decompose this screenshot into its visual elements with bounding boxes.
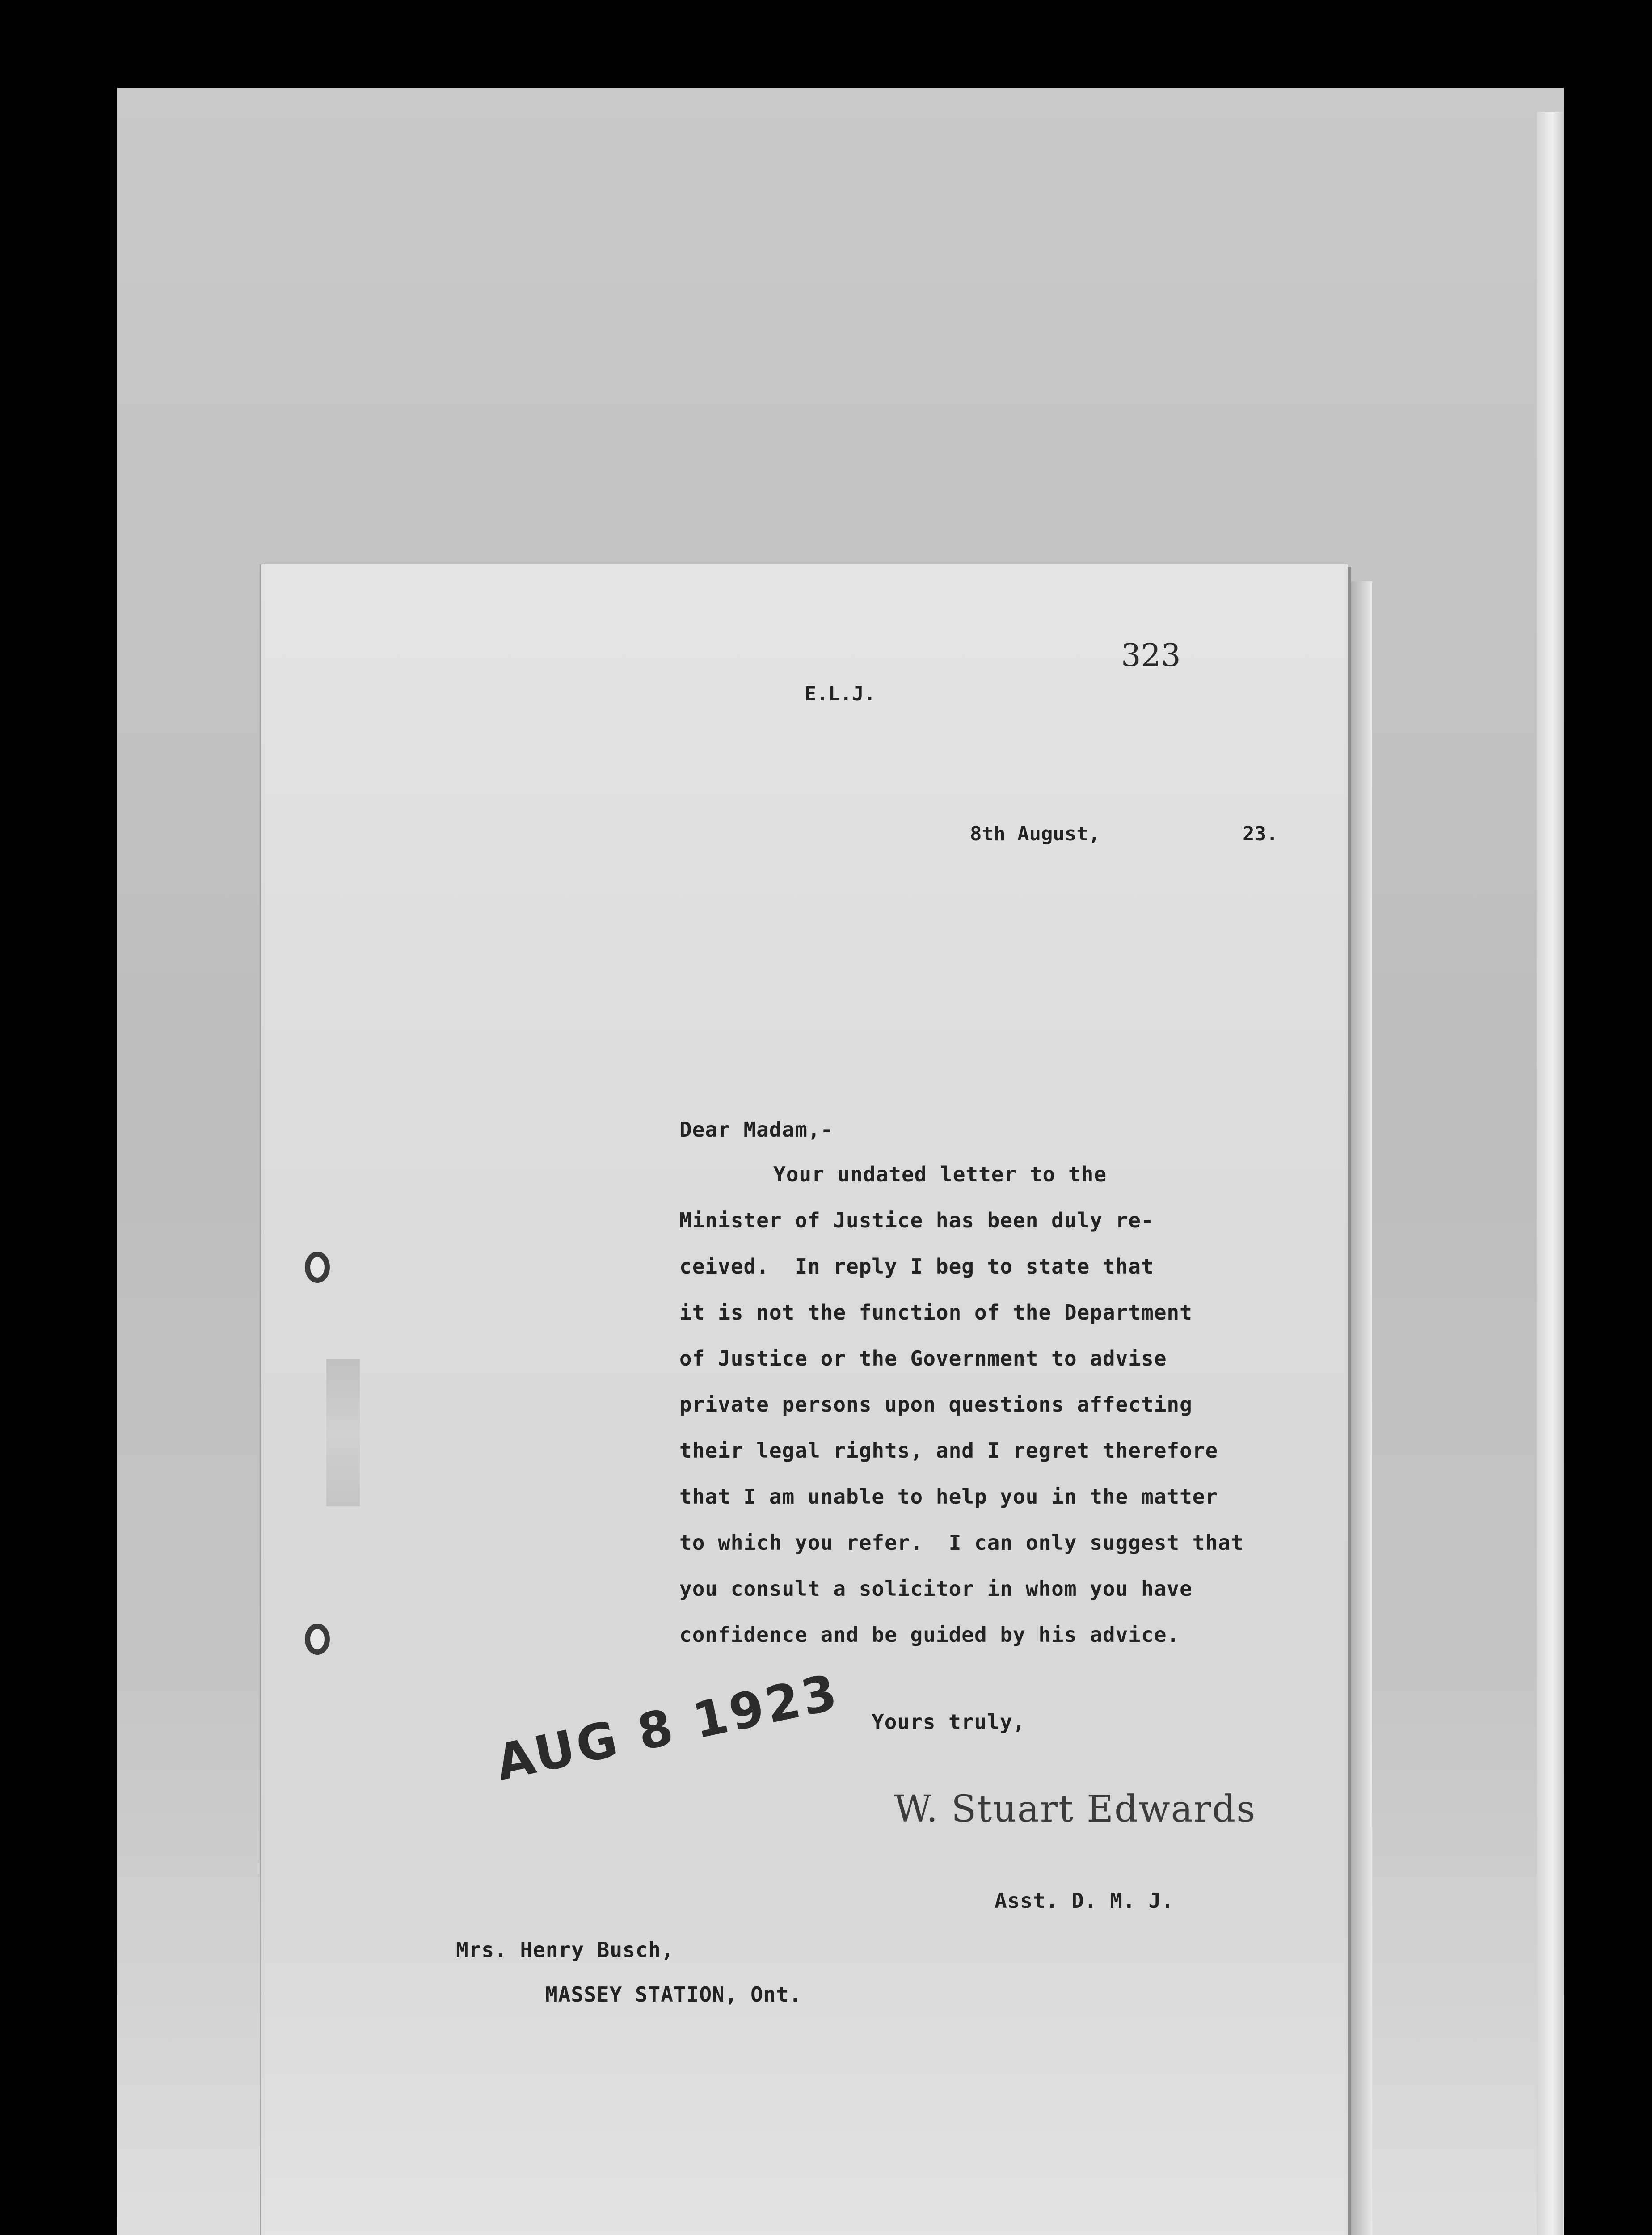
addressee-name: Mrs. Henry Busch, — [456, 1938, 674, 1962]
letter-year: 23. — [1243, 822, 1278, 845]
punch-hole-bottom — [305, 1624, 330, 1655]
body-line: Your undated letter to the — [773, 1162, 1107, 1186]
signature: W. Stuart Edwards — [894, 1788, 1256, 1830]
body-line: of Justice or the Government to advise — [679, 1346, 1167, 1371]
body-line: you consult a solicitor in whom you have — [679, 1577, 1193, 1601]
letter-sheet-edge — [1348, 581, 1372, 2235]
body-line: it is not the function of the Department — [679, 1300, 1193, 1324]
body-line: that I am unable to help you in the matter — [679, 1484, 1218, 1509]
punch-hole-top — [305, 1252, 330, 1283]
body-line: ceived. In reply I beg to state that — [679, 1254, 1154, 1278]
signer-title: Asst. D. M. J. — [995, 1889, 1174, 1913]
addressee-place: MASSEY STATION, Ont. — [545, 1982, 802, 2007]
body-line: their legal rights, and I regret therefore — [679, 1438, 1218, 1463]
paper-smudge — [326, 1359, 360, 1506]
body-line: confidence and be guided by his advice. — [679, 1623, 1180, 1647]
letter-date: 8th August, — [970, 822, 1100, 845]
page-number: 323 — [1121, 637, 1181, 674]
reference-initials: E.L.J. — [805, 683, 876, 705]
salutation: Dear Madam,- — [679, 1118, 834, 1142]
body-line: Minister of Justice has been duly re- — [679, 1208, 1154, 1232]
closing: Yours truly, — [872, 1710, 1026, 1734]
body-line: private persons upon questions affecting — [679, 1392, 1193, 1417]
backing-sheet-edge — [1537, 112, 1563, 2235]
body-line: to which you refer. I can only suggest that — [679, 1531, 1244, 1555]
received-date-stamp: AUG 8 1923 — [491, 1663, 844, 1792]
